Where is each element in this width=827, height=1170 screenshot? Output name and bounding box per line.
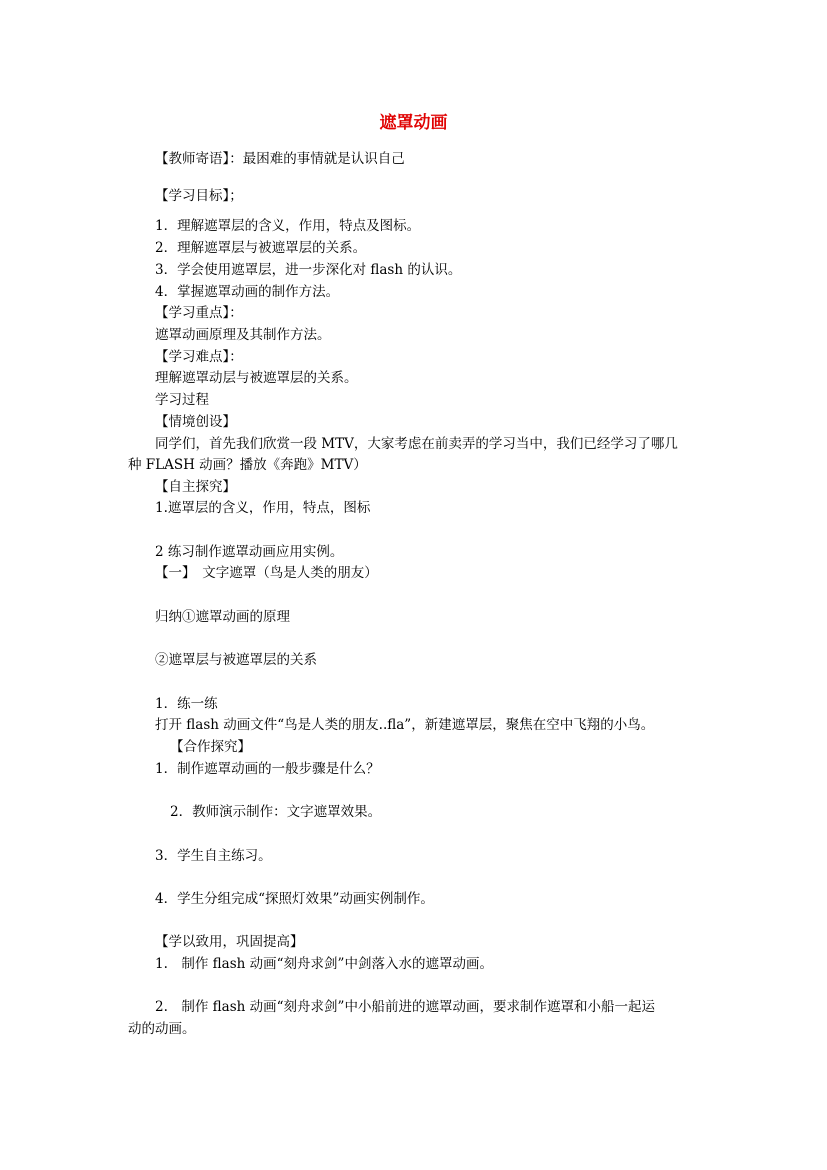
section-heading-application: 【学以致用，巩固提高】 (155, 934, 304, 950)
practice-text: 打开 flash 动画文件“鸟是人类的朋友..fla”，新建遮罩层，聚焦在空中飞翔的小鸟。 (155, 717, 655, 733)
section-heading-objectives: 【学习目标】； (155, 188, 243, 204)
cooperative-item-1: 1．制作遮罩动画的一般步骤是什么？ (155, 761, 380, 777)
objective-item-1: 1．理解遮罩层的含义，作用，特点及图标。 (155, 218, 421, 234)
cooperative-item-4: 4．学生分组完成“探照灯效果”动画实例制作。 (155, 891, 434, 907)
application-item-1: 1. 制作 flash 动画“刻舟求剑”中剑落入水的遮罩动画。 (155, 956, 493, 972)
inquiry-item-2: 2 练习制作遮罩动画应用实例。 (155, 544, 344, 560)
learning-process-heading: 学习过程 (155, 392, 209, 408)
section-heading-scenario: 【情境创设】 (155, 414, 236, 430)
document-title: 遮罩动画 (379, 113, 448, 133)
objective-item-2: 2．理解遮罩层与被遮罩层的关系。 (155, 240, 367, 256)
summary-relationship: ②遮罩层与被遮罩层的关系 (155, 652, 317, 668)
section-heading-cooperative-inquiry: 【合作探究】 (170, 739, 251, 755)
objective-item-4: 4．掌握遮罩动画的制作方法。 (155, 284, 340, 300)
key-points-text: 遮罩动画原理及其制作方法。 (155, 327, 331, 343)
cooperative-item-3: 3．学生自主练习。 (155, 848, 272, 864)
cooperative-item-2: 2．教师演示制作：文字遮罩效果。 (170, 804, 382, 820)
objective-item-3: 3．学会使用遮罩层，进一步深化对 flash 的认识。 (155, 262, 462, 278)
practice-heading: 1．练一练 (155, 696, 218, 712)
section-heading-difficulties: 【学习难点】： (155, 349, 243, 365)
example-heading-text-mask: 【一】 文字遮罩（鸟是人类的朋友） (155, 565, 378, 581)
scenario-text-line-1: 同学们，首先我们欣赏一段 MTV，大家考虑在前卖弄的学习当中，我们已经学习了哪几 (155, 436, 678, 452)
scenario-text-line-2: 种 FLASH 动画？播放《奔跑》MTV） (128, 457, 367, 473)
application-item-2-line-1: 2. 制作 flash 动画“刻舟求剑”中小船前进的遮罩动画，要求制作遮罩和小船一起运 (155, 999, 655, 1015)
teacher-motto: 【教师寄语】：最困难的事情就是认识自己 (155, 151, 405, 167)
summary-principle: 归纳①遮罩动画的原理 (155, 609, 290, 625)
difficulties-text: 理解遮罩动层与被遮罩层的关系。 (155, 370, 358, 386)
application-item-2-line-2: 动的动画。 (128, 1021, 196, 1037)
section-heading-key-points: 【学习重点】： (155, 305, 243, 321)
inquiry-item-1: 1.遮罩层的含义，作用，特点，图标 (155, 500, 371, 516)
section-heading-self-inquiry: 【自主探究】 (155, 479, 236, 495)
